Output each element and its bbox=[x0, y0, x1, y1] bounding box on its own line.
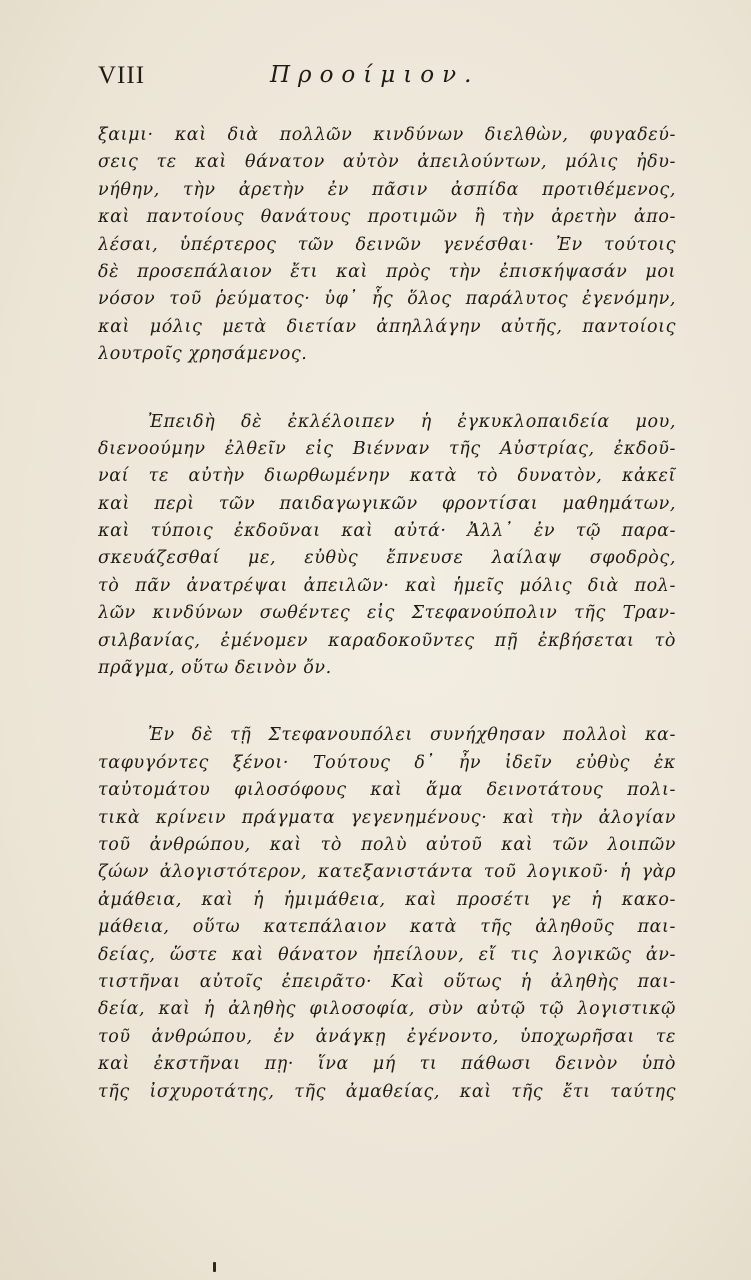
paragraph bbox=[98, 122, 676, 369]
text-line: καὶ μόλις μετὰ διετίαν ἀπηλλάγην αὐτῆς, παντοίοις bbox=[98, 316, 676, 337]
text-line: καὶ τύποις ἐκδοῦναι καὶ αὐτά· Ἀλλ᾽ ἐν τῷ παρα- bbox=[98, 521, 676, 542]
text-line: καὶ περὶ τῶν παιδαγωγικῶν φροντίσαι μαθημάτων, bbox=[98, 493, 676, 514]
text-line: διενοούμην ἐλθεῖν εἰς Βιένναν τῆς Αὐστρίας, ἐκδοῦ- bbox=[98, 438, 676, 459]
text-line: ξαιμι· καὶ διὰ πολλῶν κινδύνων διελθὼν, φυγαδεύ- bbox=[98, 125, 676, 145]
text-line: τὸ πᾶν ἀνατρέψαι ἀπειλῶν· καὶ ἡμεῖς μόλις διὰ πολ- bbox=[98, 575, 676, 596]
text-line: τικὰ κρίνειν πράγματα γεγενημένους· καὶ τὴν ἀλογίαν bbox=[98, 807, 676, 828]
text-line: καὶ ἐκστῆναι πῃ· ἵνα μή τι πάθωσι δεινὸν ὑπὸ bbox=[98, 1054, 676, 1075]
text-line: καὶ παντοίους θανάτους προτιμῶν ἢ τὴν ἀρετὴν ἀπο- bbox=[98, 207, 676, 228]
text-line: ζώων ἀλογιστότερον, κατεξανιστάντα τοῦ λογικοῦ· ἡ γὰρ bbox=[98, 862, 676, 883]
text-line: λέσαι, ὑπέρτερος τῶν δεινῶν γενέσθαι· Ἐν τούτοις bbox=[98, 234, 676, 255]
paragraph bbox=[98, 409, 676, 683]
text-line: δεία, καὶ ἡ ἀληθὴς φιλοσοφία, σὺν αὐτῷ τῷ λογιστικῷ bbox=[98, 999, 676, 1020]
text-line: σεις τε καὶ θάνατον αὐτὸν ἀπειλούντων, μόλις ἠδυ- bbox=[98, 152, 676, 173]
text-line: ναί τε αὐτὴν διωρθωμένην κατὰ τὸ δυνατὸν, κἀκεῖ bbox=[98, 466, 676, 487]
text-line: νήθην, τὴν ἀρετὴν ἐν πᾶσιν ἀσπίδα προτιθέμενος, bbox=[98, 179, 676, 200]
page-number: VIII bbox=[98, 62, 146, 89]
text-line: τοῦ ἀνθρώπου, καὶ τὸ πολὺ αὐτοῦ καὶ τῶν λοιπῶν bbox=[98, 834, 676, 855]
text-line: ἀμάθεια, καὶ ἡ ἡμιμάθεια, καὶ προσέτι γε ἡ κακο- bbox=[98, 889, 676, 910]
text-line: νόσον τοῦ ῥεύματος· ὑφ᾽ ἧς ὅλος παράλυτος ἐγενόμην, bbox=[98, 289, 676, 310]
running-title: Προοίμιον. bbox=[270, 62, 480, 88]
text-line: δείας, ὥστε καὶ θάνατον ἠπείλουν, εἴ τις λογικῶς ἀν- bbox=[98, 944, 676, 965]
page-header bbox=[98, 62, 678, 94]
text-line: σκευάζεσθαί με, εὐθὺς ἔπνευσε λαίλαψ σφοδρὸς, bbox=[98, 548, 676, 569]
text-line: Ἐπειδὴ δὲ ἐκλέλοιπεν ἡ ἐγκυκλοπαιδεία μου, bbox=[148, 411, 676, 432]
text-line: Ἐν δὲ τῇ Στεφανουπόλει συνήχθησαν πολλοὶ κα- bbox=[148, 725, 676, 746]
text-line: λουτροῖς χρησάμενος. bbox=[98, 344, 308, 365]
text-line: λῶν κινδύνων σωθέντες εἰς Στεφανούπολιν τῆς Τραν- bbox=[98, 603, 676, 624]
text-line: τῆς ἰσχυροτάτης, τῆς ἀμαθείας, καὶ τῆς ἔτι ταύτης bbox=[98, 1081, 676, 1102]
text-line: ταὐτομάτου φιλοσόφους καὶ ἅμα δεινοτάτους πολι- bbox=[98, 780, 676, 801]
text-line: ταφυγόντες ξένοι· Τούτους δ᾽ ἦν ἰδεῖν εὐθὺς ἐκ bbox=[98, 752, 676, 773]
text-line: μάθεια, οὕτω κατεπάλαιον κατὰ τῆς ἀληθοῦς παι- bbox=[98, 917, 676, 938]
text-line: πρᾶγμα, οὕτω δεινὸν ὄν. bbox=[98, 658, 332, 679]
text-line: σιλβανίας, ἐμένομεν καραδοκοῦντες πῇ ἐκβήσεται τὸ bbox=[98, 630, 676, 651]
text-line: τιστῆναι αὐτοῖς ἐπειρᾶτο· Καὶ οὕτως ἡ ἀληθὴς παι- bbox=[98, 971, 676, 992]
text-line: τοῦ ἀνθρώπου, ἐν ἀνάγκῃ ἐγένοντο, ὑποχωρῆσαι τε bbox=[98, 1026, 676, 1047]
paragraph bbox=[98, 722, 676, 1105]
ink-mark bbox=[213, 1262, 216, 1272]
text-body bbox=[98, 122, 676, 1106]
text-line: δὲ προσεπάλαιον ἔτι καὶ πρὸς τὴν ἐπισκήψασάν μοι bbox=[98, 261, 676, 282]
